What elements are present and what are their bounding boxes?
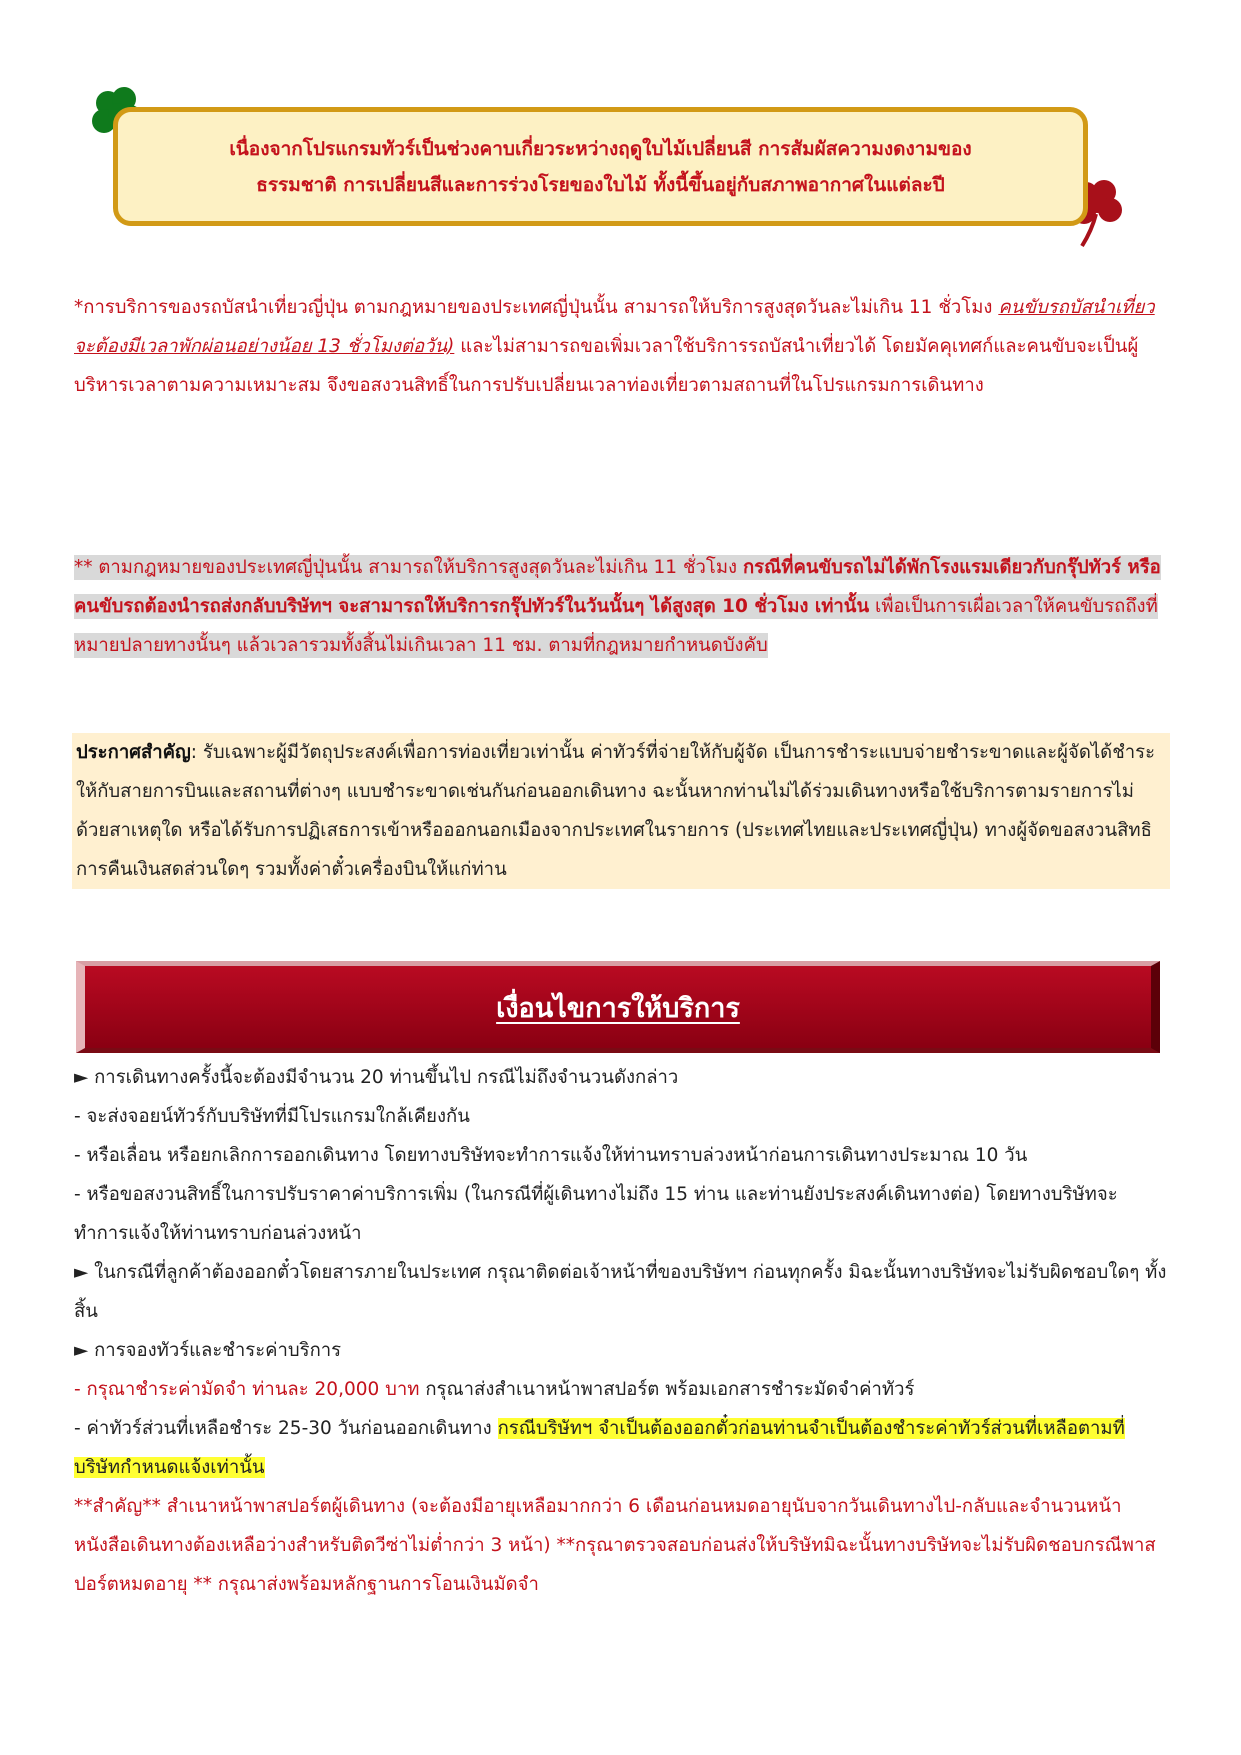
balance-line: [74, 1409, 1170, 1487]
condition-item: - จะส่งจอยน์ทัวร์กับบริษัทที่มีโปรแกรมใกล้เคียงกัน: [74, 1106, 470, 1127]
condition-item: ► การเดินทางครั้งนี้จะต้องมีจำนวน 20 ท่านขึ้นไป กรณีไม่ถึงจำนวนดังกล่าว: [74, 1067, 679, 1088]
bus-rule-paragraph: [74, 288, 1170, 405]
condition-item: ► ในกรณีที่ลูกค้าต้องออกตั๋วโดยสารภายในประเทศ กรุณาติดต่อเจ้าหน้าที่ของบริษัทฯ ก่อนทุกครั้ง มิฉะนั้นทางบริษัทจะไม่รับผิดชอบใดๆ ทั้งสิ้น: [74, 1262, 1167, 1322]
balance-highlight-text: กรณีบริษัทฯ จำเป็นต้องออกตั๋วก่อนท่านจำเป็นต้องชำระค่าทัวร์ส่วนที่เหลือตามที่บริษัทกำหนดแจ้งเท่านั้น: [74, 1418, 1125, 1478]
deposit-line: [74, 1370, 1170, 1409]
driver-rule-paragraph: [74, 548, 1170, 665]
conditions-list: [74, 1058, 1170, 1604]
bus-rule-underlined: คนขับรถบัสนำเที่ยวจะต้องมีเวลาพักผ่อนอย่างน้อย 13 ชั่วโมงต่อวัน): [74, 297, 1155, 357]
notice-line-1: เนื่องจากโปรแกรมทัวร์เป็นช่วงคาบเกี่ยวระหว่างฤดูใบไม้เปลี่ยนสี การสัมผัสความงดงามของ: [229, 137, 972, 160]
deposit-red-text: - กรุณาชำระค่ามัดจำ ท่านละ 20,000 บาท: [74, 1379, 420, 1400]
condition-item: - หรือเลื่อน หรือยกเลิกการออกเดินทาง โดยทางบริษัทจะทำการแจ้งให้ท่านทราบล่วงหน้าก่อนการเดินทางประมาณ 10 วัน: [74, 1145, 1028, 1166]
bus-rule-text-2: และไม่สามารถขอเพิ่มเวลาใช้บริการรถบัสนำเที่ยวได้ โดยมัคคุเทศก์และคนขับจะเป็นผู้บริหารเวลาตามความเหมาะสม จึงขอสงวนสิทธิ์ในการปรับเปลี่ยนเวลาท่องเที่ยวตามสถานที่ในโปรแกรมการเดินทาง: [74, 336, 1139, 396]
deposit-rest-text: กรุณาส่งสำเนาหน้าพาสปอร์ต พร้อมเอกสารชำระมัดจำค่าทัวร์: [419, 1379, 915, 1400]
passport-note: **สำคัญ** สำเนาหน้าพาสปอร์ตผู้เดินทาง (จะต้องมีอายุเหลือมากกว่า 6 เดือนก่อนหมดอายุนับจากวันเดินทางไป-กลับและจำนวนหน้าหนังสือเดินทางต้องเหลือว่างสำหรับติดวีซ่าไม่ต่ำกว่า 3 หน้า) **กรุณาตรวจสอบก่อนส่งให้บริษัทมิฉะนั้นทางบริษัทจะไม่รับผิดชอบกรณีพาสปอร์ตหมดอายุ ** กรุณาส่งพร้อมหลักฐานการโอนเงินมัดจำ: [74, 1496, 1156, 1595]
announcement-text: : รับเฉพาะผู้มีวัตถุประสงค์เพื่อการท่องเที่ยวเท่านั้น ค่าทัวร์ที่จ่ายให้กับผู้จัด เป็นการชำระแบบจ่ายชำระขาดและผู้จัดได้ชำระให้กับสายการบินและสถานที่ต่างๆ แบบชำระขาดเช่นกันก่อนออกเดินทาง ฉะนั้นหากท่านไม่ได้ร่วมเดินทางหรือใช้บริการตามรายการไม่ด้วยสาเหตุใด หรือได้รับการปฏิเสธการเข้าหรือออกนอกเมืองจากประเทศในรายการ (ประเทศไทยและประเทศญี่ปุ่น) ทางผู้จัดขอสงวนสิทธิการคืนเงินสดส่วนใดๆ รวมทั้งค่าตั๋วเครื่องบินให้แก่ท่าน: [76, 742, 1156, 880]
balance-plain-text: - ค่าทัวร์ส่วนที่เหลือชำระ 25-30 วันก่อนออกเดินทาง: [74, 1418, 498, 1439]
bus-rule-text-1: *การบริการของรถบัสนำเที่ยวญี่ปุ่น ตามกฎหมายของประเทศญี่ปุ่นนั้น สามารถให้บริการสูงสุดวันละไม่เกิน 11 ชั่วโมง: [74, 297, 999, 318]
announcement-paragraph: [72, 733, 1170, 889]
driver-rule-text-2: เพื่อเป็นการเผื่อเวลาให้คนขับรถถึงที่หมายปลายทางนั้นๆ แล้วเวลารวมทั้งสิ้นไม่เกินเวลา 11 ชม. ตามที่กฎหมายกำหนดบังคับ: [74, 596, 1158, 656]
conditions-title: เงื่อนไขการให้บริการ: [496, 992, 740, 1024]
notice-line-2: ธรรมชาติ การเปลี่ยนสีและการร่วงโรยของใบไม้ ทั้งนี้ขึ้นอยู่กับสภาพอากาศในแต่ละปี: [256, 173, 945, 196]
conditions-header: [76, 961, 1160, 1053]
condition-item: ► การจองทัวร์และชำระค่าบริการ: [74, 1340, 342, 1361]
announcement-label: ประกาศสำคัญ: [76, 742, 191, 763]
season-notice-box: [113, 107, 1088, 226]
condition-item: - หรือขอสงวนสิทธิ์ในการปรับราคาค่าบริการเพิ่ม (ในกรณีที่ผู้เดินทางไม่ถึง 15 ท่าน และท่านยังประสงค์เดินทางต่อ) โดยทางบริษัทจะทำการแจ้งให้ท่านทราบก่อนล่วงหน้า: [74, 1184, 1118, 1244]
driver-rule-text-1: ** ตามกฎหมายของประเทศญี่ปุ่นนั้น สามารถให้บริการสูงสุดวันละไม่เกิน 11 ชั่วโมง: [74, 557, 743, 578]
driver-rule-bold: กรณีที่คนขับรถไม่ได้พักโรงแรมเดียวกับกรุ๊ปทัวร์ หรือ คนขับรถต้องนำรถส่งกลับบริษัทฯ จะสามารถให้บริการกรุ๊ปทัวร์ในวันนั้นๆ ได้สูงสุด 10 ชั่วโมง เท่านั้น: [74, 557, 1161, 617]
